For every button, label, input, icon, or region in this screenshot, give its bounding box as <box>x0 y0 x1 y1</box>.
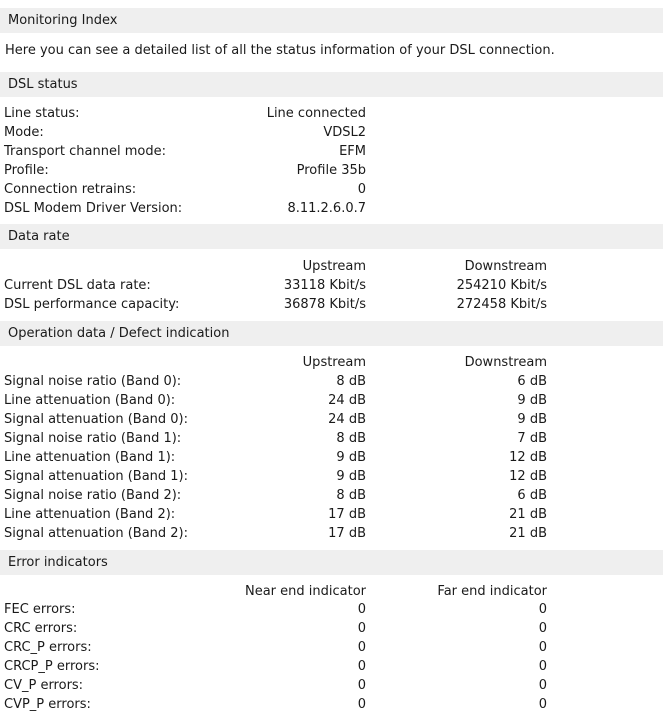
downstream-value: 6 dB <box>517 374 547 389</box>
upstream-value: 33118 Kbit/s <box>283 278 366 293</box>
downstream-value: 254210 Kbit/s <box>456 278 547 293</box>
table-row <box>0 123 663 142</box>
upstream-value: 24 dB <box>328 393 366 408</box>
table-row <box>0 410 663 429</box>
near-end-value: 0 <box>357 602 366 617</box>
table-row <box>0 142 663 161</box>
column-header-downstream: Downstream <box>464 355 547 370</box>
downstream-value: 6 dB <box>517 488 547 503</box>
row-label: CRCP_P errors: <box>4 659 100 674</box>
column-header-near-end: Near end indicator <box>244 584 366 599</box>
upstream-value: 17 dB <box>328 526 366 541</box>
table-row <box>0 295 663 314</box>
downstream-value: 272458 Kbit/s <box>456 297 547 312</box>
row-value: EFM <box>339 144 366 159</box>
upstream-value: 8 dB <box>336 488 366 503</box>
downstream-value: 9 dB <box>517 412 547 427</box>
row-label: CRC errors: <box>4 621 78 636</box>
row-label: Signal noise ratio (Band 2): <box>4 488 182 503</box>
data-rate-header: Data rate <box>0 224 663 249</box>
column-header-upstream: Upstream <box>302 355 366 370</box>
far-end-value: 0 <box>538 602 547 617</box>
row-value: Profile 35b <box>296 163 366 178</box>
downstream-value: 21 dB <box>509 507 547 522</box>
row-value: Line connected <box>266 106 366 121</box>
row-label: Current DSL data rate: <box>4 278 151 293</box>
table-row <box>0 676 663 695</box>
row-label: Line attenuation (Band 0): <box>4 393 176 408</box>
column-header-upstream: Upstream <box>302 259 366 274</box>
table-row <box>0 448 663 467</box>
table-row <box>0 391 663 410</box>
row-label: Signal noise ratio (Band 1): <box>4 431 182 446</box>
far-end-value: 0 <box>538 621 547 636</box>
row-label: Profile: <box>4 163 49 178</box>
page-title: Monitoring Index <box>0 8 663 33</box>
table-row <box>0 524 663 543</box>
row-label: Mode: <box>4 125 44 140</box>
near-end-value: 0 <box>357 621 366 636</box>
table-row <box>0 467 663 486</box>
downstream-value: 21 dB <box>509 526 547 541</box>
error-indicators-header: Error indicators <box>0 550 663 575</box>
row-label: DSL Modem Driver Version: <box>4 201 183 216</box>
row-label: Line status: <box>4 106 80 121</box>
downstream-value: 7 dB <box>517 431 547 446</box>
far-end-value: 0 <box>538 678 547 693</box>
upstream-value: 17 dB <box>328 507 366 522</box>
upstream-value: 9 dB <box>336 469 366 484</box>
downstream-value: 9 dB <box>517 393 547 408</box>
row-label: Signal attenuation (Band 0): <box>4 412 189 427</box>
row-label: Signal noise ratio (Band 0): <box>4 374 182 389</box>
near-end-value: 0 <box>357 640 366 655</box>
far-end-value: 0 <box>538 697 547 712</box>
upstream-value: 8 dB <box>336 374 366 389</box>
table-row <box>0 429 663 448</box>
column-header-far-end: Far end indicator <box>437 584 547 599</box>
row-label: DSL performance capacity: <box>4 297 180 312</box>
row-value: 0 <box>357 182 366 197</box>
dsl-status-header: DSL status <box>0 72 663 97</box>
upstream-value: 9 dB <box>336 450 366 465</box>
column-header-downstream: Downstream <box>464 259 547 274</box>
row-value: 8.11.2.6.0.7 <box>287 201 366 216</box>
downstream-value: 12 dB <box>509 450 547 465</box>
table-row <box>0 638 663 657</box>
row-label: CV_P errors: <box>4 678 84 693</box>
row-label: FEC errors: <box>4 602 76 617</box>
row-label: CVP_P errors: <box>4 697 91 712</box>
column-header-row <box>0 582 663 601</box>
row-label: Signal attenuation (Band 1): <box>4 469 189 484</box>
table-row <box>0 600 663 619</box>
table-row <box>0 180 663 199</box>
table-row <box>0 104 663 123</box>
table-row <box>0 505 663 524</box>
row-label: Transport channel mode: <box>4 144 166 159</box>
table-row <box>0 486 663 505</box>
table-row <box>0 199 663 218</box>
table-row <box>0 657 663 676</box>
far-end-value: 0 <box>538 640 547 655</box>
far-end-value: 0 <box>538 659 547 674</box>
upstream-value: 8 dB <box>336 431 366 446</box>
near-end-value: 0 <box>357 697 366 712</box>
near-end-value: 0 <box>357 659 366 674</box>
row-value: VDSL2 <box>323 125 366 140</box>
downstream-value: 12 dB <box>509 469 547 484</box>
operation-data-header: Operation data / Defect indication <box>0 321 663 346</box>
row-label: Connection retrains: <box>4 182 137 197</box>
row-label: CRC_P errors: <box>4 640 92 655</box>
table-row <box>0 695 663 714</box>
upstream-value: 24 dB <box>328 412 366 427</box>
row-label: Line attenuation (Band 2): <box>4 507 176 522</box>
upstream-value: 36878 Kbit/s <box>283 297 366 312</box>
table-row <box>0 372 663 391</box>
intro-text: Here you can see a detailed list of all the status information of your DSL connection. <box>5 43 555 58</box>
near-end-value: 0 <box>357 678 366 693</box>
column-header-row <box>0 353 663 372</box>
row-label: Line attenuation (Band 1): <box>4 450 176 465</box>
table-row <box>0 619 663 638</box>
table-row <box>0 276 663 295</box>
column-header-row <box>0 257 663 276</box>
row-label: Signal attenuation (Band 2): <box>4 526 189 541</box>
table-row <box>0 161 663 180</box>
